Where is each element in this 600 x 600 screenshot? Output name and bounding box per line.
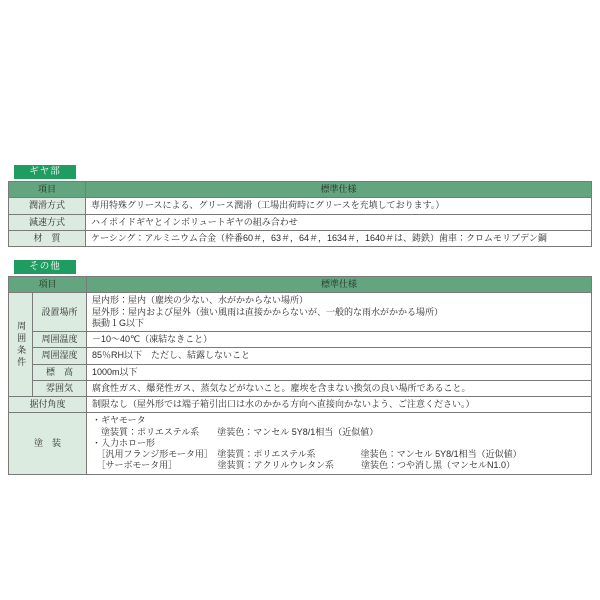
table-row (9, 348, 592, 364)
location-line-indoor: 屋内形：屋内（塵埃の少ない、水がかからない場所） (92, 295, 309, 306)
gear-header-spec: 標準仕様 (86, 182, 592, 198)
other-header-item: 項目 (9, 277, 87, 293)
mounting-angle-value: 制限なし（屋外形では端子箱引出口は水のかかる方向へ直接向かないよう、ご注意ください。） (87, 397, 592, 413)
gear-row-reduction-value: ハイポイドギヤとインボリュートギヤの組み合わせ (86, 214, 592, 230)
gear-table-header-row (9, 182, 592, 198)
ambient-row-location-label: 設置場所 (33, 293, 87, 332)
painting-line-flange-motor: ［汎用フランジ形モータ用］ 塗装質：ポリエステル系 塗装色：マンセル 5Y8/1相当（近似値） (92, 449, 522, 459)
painting-value (87, 413, 592, 474)
ambient-row-location-value (87, 293, 592, 332)
table-row (9, 214, 592, 230)
location-line-outdoor: 屋外形：屋内および屋外（強い風雨は直接かからないが、一般的な雨水がかかる場所） (92, 306, 444, 317)
gear-row-material-label: 材 質 (9, 230, 86, 246)
other-table-header-row (9, 277, 592, 293)
ambient-conditions-group-cell (9, 293, 33, 397)
ambient-row-humidity-value: 85％RH以下 ただし、結露しないこと (87, 348, 592, 364)
table-row (9, 230, 592, 246)
gear-section-tab: ギヤ部 (14, 165, 76, 179)
table-row (9, 413, 592, 474)
ambient-row-atmosphere-value: 腐食性ガス、爆発性ガス、蒸気などがないこと。塵埃を含まない換気の良い場所であること。 (87, 380, 592, 396)
ambient-conditions-group-label: 周囲条件 (16, 320, 27, 369)
table-row (9, 332, 592, 348)
mounting-angle-label: 据付角度 (9, 397, 87, 413)
gear-row-lubrication-label: 潤滑方式 (9, 198, 86, 214)
ambient-row-altitude-value: 1000m以下 (87, 364, 592, 380)
gear-spec-table (8, 181, 592, 247)
gear-row-reduction-label: 減速方式 (9, 214, 86, 230)
ambient-row-atmosphere-label: 雰囲気 (33, 380, 87, 396)
table-row (9, 364, 592, 380)
content-area (8, 161, 592, 475)
other-spec-table (8, 276, 592, 475)
gear-row-lubrication-value: 専用特殊グリースによる、グリース潤滑（工場出荷時にグリースを充填しております。） (86, 198, 592, 214)
ambient-row-temperature-label: 周囲温度 (33, 332, 87, 348)
other-section-tab: その他 (14, 260, 76, 274)
table-row (9, 198, 592, 214)
painting-label: 塗 装 (9, 413, 87, 474)
ambient-row-altitude-label: 標 高 (33, 364, 87, 380)
table-row (9, 380, 592, 396)
table-row (9, 397, 592, 413)
other-header-spec: 標準仕様 (87, 277, 592, 293)
ambient-row-temperature-value: －10～40℃（凍結なきこと） (87, 332, 592, 348)
location-line-vibration: 振動１G以下 (92, 317, 145, 328)
painting-line-hollow: ・入力ホロー形 (92, 437, 156, 448)
painting-line-servo-motor: ［サーボモータ用］ 塗装質：アクリルウレタン系 塗装色：つや消し黒（マンセルN1.0） (92, 460, 516, 471)
ambient-row-humidity-label: 周囲湿度 (33, 348, 87, 364)
painting-line-gearmotor-spec: 塗装質：ポリエステル系 塗装色：マンセル 5Y8/1相当（近似値） (92, 426, 379, 437)
painting-line-gearmotor: ・ギヤモータ (92, 415, 146, 426)
gear-row-material-value: ケーシング：アルミニウム合金（枠番60＃，63＃，64＃，1634＃，1640＃は、鋳鉄）歯車：クロムモリブデン鋼 (86, 230, 592, 246)
table-row (9, 293, 592, 332)
gear-header-item: 項目 (9, 182, 86, 198)
